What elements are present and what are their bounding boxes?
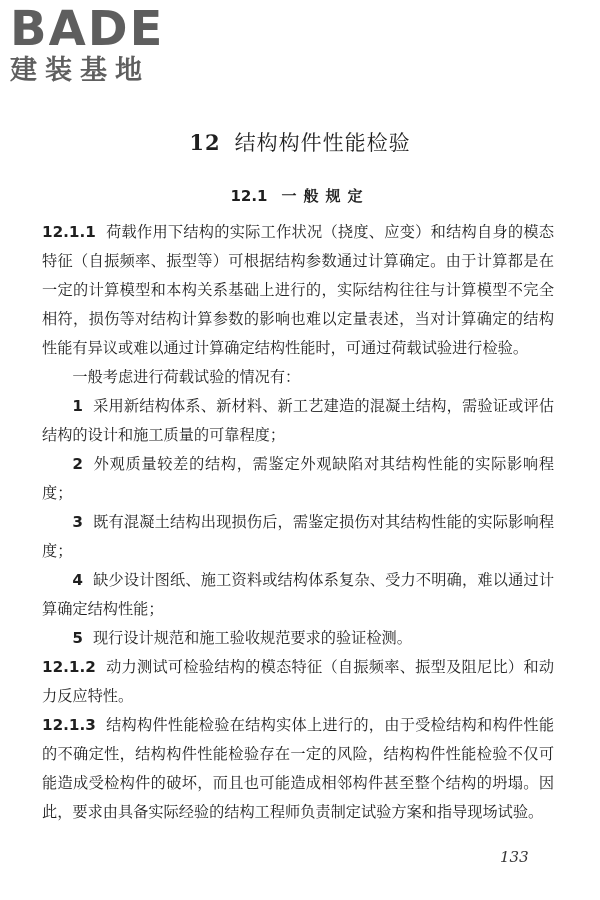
section-title-text: 一般规定 [281, 187, 370, 205]
clause-number: 12.1.1 [42, 223, 96, 241]
item-text: 采用新结构体系、新材料、新工艺建造的混凝土结构，需验证或评估结构的设计和施工质量的可靠程度； [42, 397, 554, 444]
clause-12-1-3 [42, 711, 554, 827]
list-item [42, 392, 554, 450]
item-text: 缺少设计图纸、施工资料或结构体系复杂、受力不明确，难以通过计算确定结构性能； [42, 571, 554, 618]
chapter-title-text: 结构构件性能检验 [234, 131, 411, 155]
list-item [42, 566, 554, 624]
intro-paragraph: 一般考虑进行荷载试验的情况有： [72, 368, 301, 386]
item-text: 既有混凝土结构出现损伤后，需鉴定损伤对其结构性能的实际影响程度； [42, 513, 554, 560]
chapter-title [0, 128, 600, 158]
item-number: 1 [72, 397, 83, 415]
chapter-number: 12 [189, 130, 221, 155]
item-number: 4 [72, 571, 83, 589]
clause-12-1-2 [42, 653, 554, 711]
clause-text: 动力测试可检验结构的模态特征（自振频率、振型及阻尼比）和动力反应特性。 [42, 658, 554, 705]
item-number: 2 [72, 455, 83, 473]
logo-brand: BADE [10, 1, 165, 57]
clause-text: 结构构件性能检验在结构实体上进行的，由于受检结构和构件性能的不确定性，结构构件性能检验存在一定的风险，结构构件性能检验不仅可能造成受检构件的破坏，而且也可能造成相邻构件甚至整个结构的坍塌。因此，要求由具备实际经验的结构工程师负责制定试验方案和指导现场试验。 [42, 716, 554, 821]
list-item [42, 508, 554, 566]
list-item [42, 624, 554, 653]
clause-text: 荷载作用下结构的实际工作状况（挠度、应变）和结构自身的模态特征（自振频率、振型等）可根据结构参数通过计算确定。由于计算都是在一定的计算模型和本构关系基础上进行的，实际结构往往与计算模型不完全相符，损伤等对结构计算参数的影响也难以定量表述，当对计算确定的结构性能有异议或难以通过计算确定结构性能时，可通过荷载试验进行检验。 [42, 223, 554, 357]
list-item [42, 450, 554, 508]
item-number: 3 [72, 513, 83, 531]
section-number: 12.1 [230, 187, 268, 205]
page-number: 133 [500, 848, 529, 866]
item-number: 5 [72, 629, 83, 647]
section-title [0, 184, 600, 208]
logo-subtitle: 建装基地 [10, 55, 150, 86]
body-content [42, 218, 554, 827]
bade-logo [10, 1, 180, 86]
clause-number: 12.1.3 [42, 716, 96, 734]
clause-number: 12.1.2 [42, 658, 96, 676]
clause-12-1-1 [42, 218, 554, 363]
item-text: 现行设计规范和施工验收规范要求的验证检测。 [92, 629, 412, 647]
item-text: 外观质量较差的结构，需鉴定外观缺陷对其结构性能的实际影响程度； [42, 455, 554, 502]
